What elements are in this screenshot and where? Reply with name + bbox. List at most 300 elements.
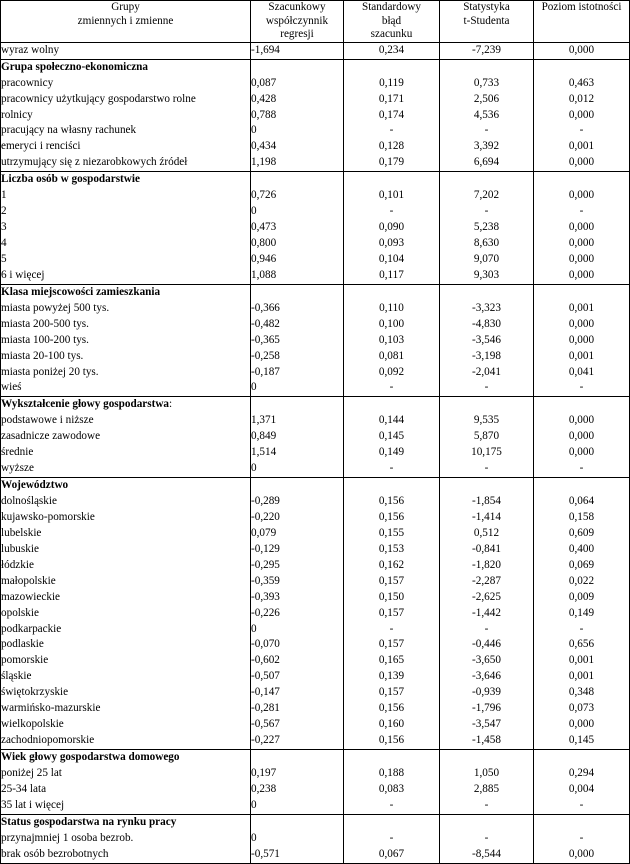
coefficient-cell: -0,258 — [251, 349, 344, 365]
significance-cell: 0,000 — [534, 155, 630, 171]
t-statistic-cell: -3,547 — [440, 717, 534, 733]
row-label: miasta 20-100 tys. — [1, 349, 251, 365]
row-label: 2 — [1, 204, 251, 220]
table-row — [1, 204, 630, 220]
significance-cell: 0,000 — [534, 188, 630, 204]
std-error-cell: 0,153 — [344, 542, 440, 558]
t-statistic-cell: 9,070 — [440, 252, 534, 268]
row-label: podstawowe i niższe — [1, 413, 251, 429]
std-error-cell: 0,067 — [344, 847, 440, 863]
coefficient-cell: 0,473 — [251, 220, 344, 236]
significance-cell: 0,004 — [534, 782, 630, 798]
significance-cell: 0,041 — [534, 365, 630, 381]
std-error-cell: 0,188 — [344, 766, 440, 782]
empty-cell — [534, 284, 630, 300]
std-error-cell: 0,092 — [344, 365, 440, 381]
row-label: przynajmniej 1 osoba bezrob. — [1, 831, 251, 847]
row-label: wielkopolskie — [1, 717, 251, 733]
table-row — [1, 123, 630, 139]
row-label: wyższe — [1, 461, 251, 477]
table-row — [1, 653, 630, 669]
row-label: zasadnicze zawodowe — [1, 429, 251, 445]
coefficient-cell: -0,482 — [251, 317, 344, 333]
row-label: kujawsko-pomorskie — [1, 510, 251, 526]
coefficient-cell: 0,946 — [251, 252, 344, 268]
std-error-cell: 0,157 — [344, 606, 440, 622]
row-label: łódzkie — [1, 558, 251, 574]
table-row — [1, 92, 630, 108]
group-title — [1, 59, 251, 75]
significance-cell: 0,073 — [534, 701, 630, 717]
coefficient-cell: 0,238 — [251, 782, 344, 798]
t-statistic-cell: 5,870 — [440, 429, 534, 445]
significance-cell: 0,000 — [534, 236, 630, 252]
t-statistic-cell: -0,939 — [440, 685, 534, 701]
group-header-row — [1, 172, 630, 188]
significance-cell: 0,400 — [534, 542, 630, 558]
table-row — [1, 494, 630, 510]
significance-cell: 0,000 — [534, 847, 630, 863]
table-row — [1, 798, 630, 814]
coefficient-cell: 1,198 — [251, 155, 344, 171]
row-label: wyraz wolny — [1, 42, 251, 59]
row-label: lubelskie — [1, 526, 251, 542]
table-row — [1, 606, 630, 622]
table-row — [1, 831, 630, 847]
std-error-cell: 0,104 — [344, 252, 440, 268]
coefficient-cell: 0 — [251, 622, 344, 638]
empty-cell — [251, 814, 344, 830]
row-label: 25-34 lata — [1, 782, 251, 798]
std-error-cell: 0,145 — [344, 429, 440, 445]
t-statistic-cell: -1,854 — [440, 494, 534, 510]
empty-cell — [534, 478, 630, 494]
significance-cell: 0,149 — [534, 606, 630, 622]
coefficient-cell: -0,393 — [251, 590, 344, 606]
row-label: zachodniopomorskie — [1, 733, 251, 749]
table-row — [1, 558, 630, 574]
coefficient-cell: -0,571 — [251, 847, 344, 863]
table-row — [1, 317, 630, 333]
empty-cell — [251, 478, 344, 494]
table-row — [1, 526, 630, 542]
table-row — [1, 445, 630, 461]
significance-cell: 0,022 — [534, 574, 630, 590]
table-row — [1, 669, 630, 685]
std-error-cell: - — [344, 204, 440, 220]
coefficient-cell: 0,428 — [251, 92, 344, 108]
group-title — [1, 478, 251, 494]
row-label: 1 — [1, 188, 251, 204]
t-statistic-cell: -3,646 — [440, 669, 534, 685]
t-statistic-cell: -7,239 — [440, 42, 534, 59]
std-error-cell: 0,100 — [344, 317, 440, 333]
empty-cell — [440, 750, 534, 766]
t-statistic-cell: -0,446 — [440, 637, 534, 653]
row-label: opolskie — [1, 606, 251, 622]
significance-cell: - — [534, 622, 630, 638]
empty-cell — [534, 59, 630, 75]
significance-cell: - — [534, 123, 630, 139]
coefficient-cell: 1,088 — [251, 268, 344, 284]
std-error-cell: 0,093 — [344, 236, 440, 252]
coefficient-cell: 0 — [251, 123, 344, 139]
group-title-suffix: : — [169, 398, 173, 411]
row-label: mazowieckie — [1, 590, 251, 606]
row-label: 4 — [1, 236, 251, 252]
t-statistic-cell: -3,546 — [440, 333, 534, 349]
row-label: 5 — [1, 252, 251, 268]
table-row — [1, 733, 630, 749]
coefficient-cell: -0,289 — [251, 494, 344, 510]
group-header-row — [1, 284, 630, 300]
empty-cell — [344, 172, 440, 188]
t-statistic-cell: 1,050 — [440, 766, 534, 782]
empty-cell — [440, 397, 534, 413]
significance-cell: 0,463 — [534, 76, 630, 92]
t-statistic-cell: -1,820 — [440, 558, 534, 574]
std-error-cell: 0,090 — [344, 220, 440, 236]
t-statistic-cell: -4,830 — [440, 317, 534, 333]
row-label: miasta 200-500 tys. — [1, 317, 251, 333]
table-row — [1, 510, 630, 526]
std-error-cell: 0,150 — [344, 590, 440, 606]
group-title-text: Województwo — [1, 479, 69, 492]
group-title-text: Grupa społeczno-ekonomiczna — [1, 60, 148, 73]
table-row — [1, 236, 630, 252]
table-row — [1, 333, 630, 349]
t-statistic-cell: 9,303 — [440, 268, 534, 284]
group-header-row — [1, 814, 630, 830]
group-title — [1, 814, 251, 830]
row-label: emeryci i renciści — [1, 139, 251, 155]
coefficient-cell: -0,366 — [251, 301, 344, 317]
std-error-cell: - — [344, 798, 440, 814]
table-row — [1, 365, 630, 381]
row-label: świętokrzyskie — [1, 685, 251, 701]
empty-cell — [440, 814, 534, 830]
table-row — [1, 220, 630, 236]
std-error-cell: 0,128 — [344, 139, 440, 155]
coefficient-cell: -0,227 — [251, 733, 344, 749]
significance-cell: 0,069 — [534, 558, 630, 574]
t-statistic-cell: 4,536 — [440, 108, 534, 124]
coefficient-cell: 0,434 — [251, 139, 344, 155]
significance-cell: 0,001 — [534, 139, 630, 155]
coefficient-cell: -0,359 — [251, 574, 344, 590]
significance-cell: 0,064 — [534, 494, 630, 510]
t-statistic-cell: - — [440, 831, 534, 847]
coefficient-cell: -0,070 — [251, 637, 344, 653]
t-statistic-cell: - — [440, 461, 534, 477]
significance-cell: 0,145 — [534, 733, 630, 749]
significance-cell: 0,001 — [534, 669, 630, 685]
significance-cell: 0,001 — [534, 349, 630, 365]
coefficient-cell: -0,129 — [251, 542, 344, 558]
group-header-row — [1, 478, 630, 494]
significance-cell: 0,000 — [534, 108, 630, 124]
t-statistic-cell: - — [440, 380, 534, 396]
empty-cell — [251, 59, 344, 75]
row-label: miasta powyżej 500 tys. — [1, 301, 251, 317]
header-significance: Poziom istotności — [534, 1, 630, 43]
coefficient-cell: 1,371 — [251, 413, 344, 429]
header-coefficient: Szacunkowy współczynnik regresji — [251, 1, 344, 43]
table-row — [1, 188, 630, 204]
row-label: śląskie — [1, 669, 251, 685]
significance-cell: 0,000 — [534, 333, 630, 349]
std-error-cell: 0,117 — [344, 268, 440, 284]
coefficient-cell: -0,147 — [251, 685, 344, 701]
t-statistic-cell: 2,506 — [440, 92, 534, 108]
row-label: utrzymujący się z niezarobkowych źródeł — [1, 155, 251, 171]
coefficient-cell: -0,281 — [251, 701, 344, 717]
empty-cell — [344, 750, 440, 766]
empty-cell — [251, 284, 344, 300]
group-title-text: Liczba osób w gospodarstwie — [1, 173, 140, 186]
significance-cell: 0,000 — [534, 429, 630, 445]
t-statistic-cell: 9,535 — [440, 413, 534, 429]
std-error-cell: 0,083 — [344, 782, 440, 798]
t-statistic-cell: -0,841 — [440, 542, 534, 558]
coefficient-cell: 0,079 — [251, 526, 344, 542]
group-header-row — [1, 750, 630, 766]
empty-cell — [440, 59, 534, 75]
header-std-error: Standardowy błąd szacunku — [344, 1, 440, 43]
t-statistic-cell: 3,392 — [440, 139, 534, 155]
table-row — [1, 590, 630, 606]
std-error-cell: 0,156 — [344, 701, 440, 717]
table-header — [1, 1, 630, 43]
row-label: pracujący na własny rachunek — [1, 123, 251, 139]
significance-cell: 0,001 — [534, 301, 630, 317]
row-label: miasta poniżej 20 tys. — [1, 365, 251, 381]
std-error-cell: 0,157 — [344, 574, 440, 590]
table-row — [1, 268, 630, 284]
coefficient-cell: 1,514 — [251, 445, 344, 461]
coefficient-cell: -0,226 — [251, 606, 344, 622]
coefficient-cell: -1,694 — [251, 42, 344, 59]
coefficient-cell: -0,507 — [251, 669, 344, 685]
empty-cell — [344, 397, 440, 413]
group-header-row — [1, 397, 630, 413]
std-error-cell: 0,156 — [344, 733, 440, 749]
table-body — [1, 42, 630, 863]
t-statistic-cell: 0,733 — [440, 76, 534, 92]
row-label: pracownicy — [1, 76, 251, 92]
std-error-cell: 0,157 — [344, 637, 440, 653]
table-row — [1, 782, 630, 798]
t-statistic-cell: -1,458 — [440, 733, 534, 749]
row-label: 6 i więcej — [1, 268, 251, 284]
std-error-cell: 0,179 — [344, 155, 440, 171]
t-statistic-cell: -2,287 — [440, 574, 534, 590]
group-title-text: Wiek głowy gospodarstwa domowego — [1, 751, 180, 764]
table-row — [1, 155, 630, 171]
table-row — [1, 542, 630, 558]
coefficient-cell: 0 — [251, 831, 344, 847]
std-error-cell: - — [344, 380, 440, 396]
std-error-cell: 0,119 — [344, 76, 440, 92]
significance-cell: 0,000 — [534, 268, 630, 284]
row-label: dolnośląskie — [1, 494, 251, 510]
empty-cell — [440, 172, 534, 188]
table-row — [1, 429, 630, 445]
coefficient-cell: 0 — [251, 798, 344, 814]
table-row — [1, 349, 630, 365]
std-error-cell: - — [344, 461, 440, 477]
table-row — [1, 701, 630, 717]
std-error-cell: 0,162 — [344, 558, 440, 574]
std-error-cell: 0,103 — [344, 333, 440, 349]
t-statistic-cell: -1,442 — [440, 606, 534, 622]
coefficient-cell: 0 — [251, 204, 344, 220]
significance-cell: 0,000 — [534, 317, 630, 333]
significance-cell: 0,000 — [534, 445, 630, 461]
group-title-text: Klasa miejscowości zamieszkania — [1, 285, 161, 298]
row-label: pomorskie — [1, 653, 251, 669]
table-row — [1, 622, 630, 638]
coefficient-cell: 0,788 — [251, 108, 344, 124]
t-statistic-cell: 2,885 — [440, 782, 534, 798]
table-row — [1, 252, 630, 268]
coefficient-cell: 0 — [251, 380, 344, 396]
t-statistic-cell: - — [440, 204, 534, 220]
row-label: brak osób bezrobotnych — [1, 847, 251, 863]
t-statistic-cell: 6,694 — [440, 155, 534, 171]
group-title — [1, 397, 251, 413]
table-row — [1, 637, 630, 653]
std-error-cell: 0,149 — [344, 445, 440, 461]
row-label: pracownicy użytkujący gospodarstwo rolne — [1, 92, 251, 108]
group-header-row — [1, 59, 630, 75]
std-error-cell: - — [344, 123, 440, 139]
significance-cell: - — [534, 204, 630, 220]
std-error-cell: 0,171 — [344, 92, 440, 108]
intercept-row — [1, 42, 630, 59]
empty-cell — [534, 172, 630, 188]
coefficient-cell: -0,602 — [251, 653, 344, 669]
significance-cell: 0,009 — [534, 590, 630, 606]
row-label: podkarpackie — [1, 622, 251, 638]
coefficient-cell: -0,295 — [251, 558, 344, 574]
table-row — [1, 685, 630, 701]
t-statistic-cell: 7,202 — [440, 188, 534, 204]
table-row — [1, 717, 630, 733]
significance-cell: - — [534, 461, 630, 477]
t-statistic-cell: -1,414 — [440, 510, 534, 526]
significance-cell: 0,294 — [534, 766, 630, 782]
empty-cell — [251, 172, 344, 188]
significance-cell: - — [534, 831, 630, 847]
t-statistic-cell: -2,625 — [440, 590, 534, 606]
table-row — [1, 766, 630, 782]
coefficient-cell: 0,087 — [251, 76, 344, 92]
t-statistic-cell: -3,650 — [440, 653, 534, 669]
header-variables: Grupy zmiennych i zmienne — [1, 1, 251, 43]
coefficient-cell: -0,220 — [251, 510, 344, 526]
significance-cell: - — [534, 798, 630, 814]
std-error-cell: - — [344, 622, 440, 638]
t-statistic-cell: -3,198 — [440, 349, 534, 365]
row-label: podlaskie — [1, 637, 251, 653]
significance-cell: 0,012 — [534, 92, 630, 108]
significance-cell: 0,348 — [534, 685, 630, 701]
row-label: średnie — [1, 445, 251, 461]
coefficient-cell: -0,365 — [251, 333, 344, 349]
table-row — [1, 847, 630, 863]
empty-cell — [344, 284, 440, 300]
std-error-cell: 0,101 — [344, 188, 440, 204]
row-label: warmińsko-mazurskie — [1, 701, 251, 717]
std-error-cell: 0,110 — [344, 301, 440, 317]
significance-cell: 0,000 — [534, 220, 630, 236]
std-error-cell: 0,160 — [344, 717, 440, 733]
row-label: wieś — [1, 380, 251, 396]
significance-cell: 0,000 — [534, 413, 630, 429]
t-statistic-cell: 0,512 — [440, 526, 534, 542]
t-statistic-cell: 5,238 — [440, 220, 534, 236]
empty-cell — [251, 750, 344, 766]
empty-cell — [344, 814, 440, 830]
significance-cell: - — [534, 380, 630, 396]
t-statistic-cell: 8,630 — [440, 236, 534, 252]
table-row — [1, 380, 630, 396]
group-title-text: Status gospodarstwa na rynku pracy — [1, 815, 177, 828]
t-statistic-cell: - — [440, 123, 534, 139]
group-title — [1, 284, 251, 300]
t-statistic-cell: - — [440, 798, 534, 814]
empty-cell — [344, 59, 440, 75]
coefficient-cell: 0,197 — [251, 766, 344, 782]
t-statistic-cell: -1,796 — [440, 701, 534, 717]
empty-cell — [534, 814, 630, 830]
t-statistic-cell: - — [440, 622, 534, 638]
std-error-cell: 0,156 — [344, 510, 440, 526]
std-error-cell: 0,156 — [344, 494, 440, 510]
table-row — [1, 461, 630, 477]
empty-cell — [440, 478, 534, 494]
std-error-cell: 0,081 — [344, 349, 440, 365]
empty-cell — [534, 750, 630, 766]
std-error-cell: 0,157 — [344, 685, 440, 701]
empty-cell — [251, 397, 344, 413]
std-error-cell: - — [344, 831, 440, 847]
significance-cell: 0,001 — [534, 653, 630, 669]
row-label: małopolskie — [1, 574, 251, 590]
t-statistic-cell: -8,544 — [440, 847, 534, 863]
std-error-cell: 0,234 — [344, 42, 440, 59]
coefficient-cell: 0,800 — [251, 236, 344, 252]
significance-cell: 0,656 — [534, 637, 630, 653]
table-row — [1, 301, 630, 317]
table-row — [1, 574, 630, 590]
coefficient-cell: 0 — [251, 461, 344, 477]
empty-cell — [344, 478, 440, 494]
coefficient-cell: -0,187 — [251, 365, 344, 381]
std-error-cell: 0,144 — [344, 413, 440, 429]
group-title — [1, 172, 251, 188]
table-row — [1, 108, 630, 124]
coefficient-cell: 0,849 — [251, 429, 344, 445]
header-t-statistic: Statystyka t-Studenta — [440, 1, 534, 43]
t-statistic-cell: -3,323 — [440, 301, 534, 317]
significance-cell: 0,000 — [534, 252, 630, 268]
group-title — [1, 750, 251, 766]
row-label: miasta 100-200 tys. — [1, 333, 251, 349]
empty-cell — [440, 284, 534, 300]
table-row — [1, 76, 630, 92]
